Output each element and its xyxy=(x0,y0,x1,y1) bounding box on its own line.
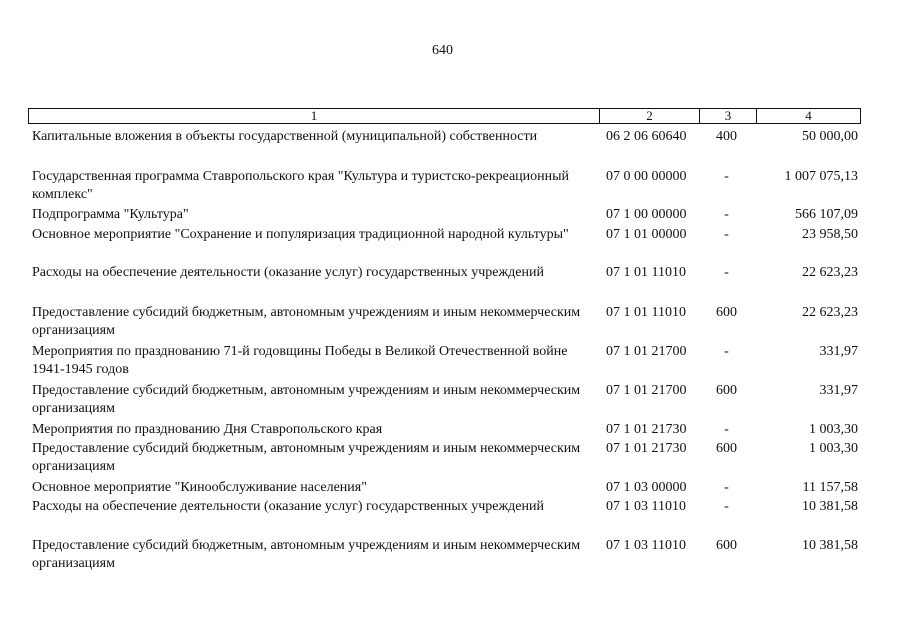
row-type: - xyxy=(724,422,729,437)
row-amount: 10 381,58 xyxy=(802,538,858,553)
row-code: 06 2 06 60640 xyxy=(606,129,687,144)
row-name: Расходы на обеспечение деятельности (оказание услуг) государственных учреждений xyxy=(32,265,544,280)
row-type: - xyxy=(724,480,729,495)
row-code: 07 1 01 21730 xyxy=(606,422,687,437)
row-code: 07 1 01 21700 xyxy=(606,344,687,359)
row-amount: 22 623,23 xyxy=(802,265,858,280)
row-type: - xyxy=(724,265,729,280)
row-name: Основное мероприятие "Сохранение и популяризация традиционной народной культуры" xyxy=(32,227,569,242)
row-amount: 50 000,00 xyxy=(802,129,858,144)
row-type: - xyxy=(724,344,729,359)
row-type: - xyxy=(724,169,729,184)
row-name: Государственная программа Ставропольского края "Культура и туристско-рекреационный комплекс" xyxy=(32,169,570,202)
row-amount: 1 007 075,13 xyxy=(784,169,858,184)
row-amount: 22 623,23 xyxy=(802,305,858,320)
row-type: 600 xyxy=(716,441,737,456)
row-amount: 1 003,30 xyxy=(809,441,858,456)
table-header xyxy=(28,108,861,124)
row-amount: 1 003,30 xyxy=(809,422,858,437)
row-code: 07 1 01 00000 xyxy=(606,227,687,242)
row-name: Предоставление субсидий бюджетным, автономным учреждениям и иным некоммерческим организациям xyxy=(32,441,581,474)
row-type: 600 xyxy=(716,538,737,553)
row-amount: 23 958,50 xyxy=(802,227,858,242)
row-name: Мероприятия по празднованию 71-й годовщины Победы в Великой Отечественной войне 1941-1945 годов xyxy=(32,344,568,377)
row-code: 07 1 01 21700 xyxy=(606,383,687,398)
row-name: Предоставление субсидий бюджетным, автономным учреждениям и иным некоммерческим организациям xyxy=(32,383,581,416)
row-name: Предоставление субсидий бюджетным, автономным учреждениям и иным некоммерческим организациям xyxy=(32,305,581,338)
row-amount: 566 107,09 xyxy=(795,207,858,222)
column-header-4: 4 xyxy=(756,109,860,123)
column-header-1: 1 xyxy=(310,108,318,123)
row-name: Предоставление субсидий бюджетным, автономным учреждениям и иным некоммерческим организациям xyxy=(32,538,581,571)
row-type: - xyxy=(724,207,729,222)
row-type: - xyxy=(724,499,729,514)
row-name: Подпрограмма "Культура" xyxy=(32,207,189,222)
row-type: 600 xyxy=(716,383,737,398)
row-code: 07 1 03 11010 xyxy=(606,499,686,514)
row-amount: 11 157,58 xyxy=(802,480,858,495)
row-code: 07 1 03 00000 xyxy=(606,480,687,495)
row-name: Мероприятия по празднованию Дня Ставропольского края xyxy=(32,422,383,437)
row-name: Основное мероприятие "Кинообслуживание населения" xyxy=(32,480,367,495)
row-amount: 331,97 xyxy=(819,344,858,359)
row-code: 07 1 01 11010 xyxy=(606,265,686,280)
row-type: - xyxy=(724,227,729,242)
row-code: 07 1 01 21730 xyxy=(606,441,687,456)
column-header-2: 2 xyxy=(599,109,699,123)
row-amount: 331,97 xyxy=(819,383,858,398)
row-type: 400 xyxy=(716,129,737,144)
row-type: 600 xyxy=(716,305,737,320)
row-code: 07 0 00 00000 xyxy=(606,169,687,184)
row-name: Расходы на обеспечение деятельности (оказание услуг) государственных учреждений xyxy=(32,499,544,514)
row-code: 07 1 00 00000 xyxy=(606,207,687,222)
row-amount: 10 381,58 xyxy=(802,499,858,514)
row-name: Капитальные вложения в объекты государственной (муниципальной) собственности xyxy=(32,129,538,144)
row-code: 07 1 01 11010 xyxy=(606,305,686,320)
page-number: 640 xyxy=(432,43,453,58)
column-header-3: 3 xyxy=(699,109,756,123)
row-code: 07 1 03 11010 xyxy=(606,538,686,553)
